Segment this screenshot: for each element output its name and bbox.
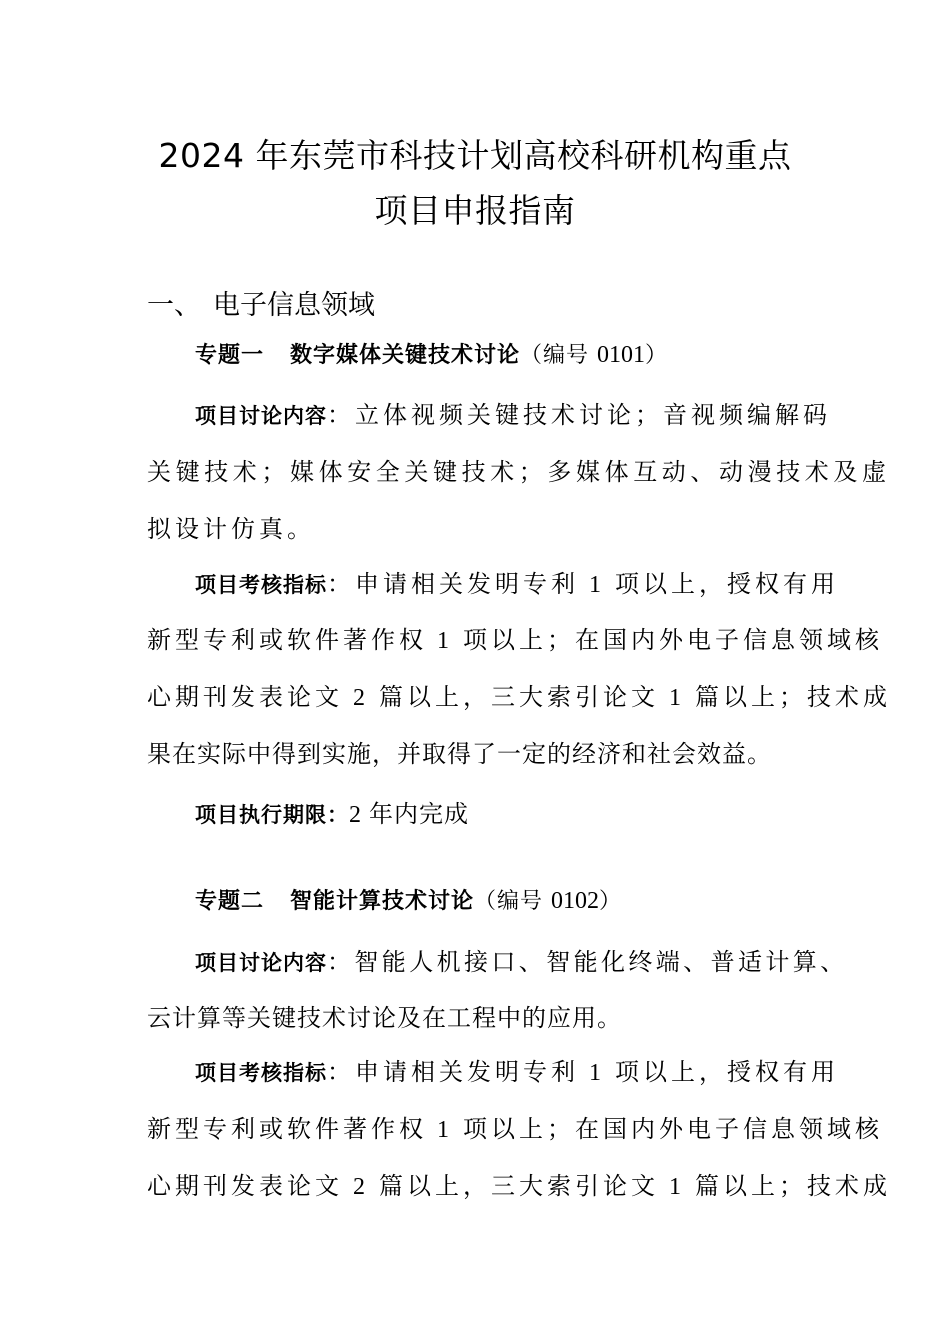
topic1-period-label: 项目执行期限： (195, 803, 349, 827)
topic1-code-suffix: ） (645, 343, 669, 368)
topic2-assess-text-1: ：申请相关发明专利 1 项以上，授权有用 (327, 1060, 839, 1086)
topic1-period-value: 2 年内完成 (349, 802, 469, 828)
topic1-assess-text-1: ：申请相关发明专利 1 项以上，授权有用 (327, 572, 839, 598)
topic2-content-line-2: 云计算等关键技术讨论及在工程中的应用。 (147, 1006, 622, 1032)
topic2-content-label: 项目讨论内容 (195, 951, 327, 975)
topic1-content-line-1 (195, 395, 831, 430)
topic2-code-suffix: ） (599, 889, 623, 914)
topic2-code-prefix: （编号 (474, 889, 552, 914)
topic1-name: 数字媒体关键技术讨论 (290, 343, 521, 368)
topic2-code: 0102 (551, 888, 600, 914)
topic2-assess-line-3: 心期刊发表论文 2 篇以上，三大索引论文 1 篇以上；技术成 (147, 1174, 891, 1200)
topic1-content-line-2: 关键技术；媒体安全关键技术；多媒体互动、动漫技术及虚 (147, 460, 891, 486)
topic2-content-text-1: ：智能人机接口、智能化终端、普适计算、 (327, 950, 848, 976)
topic2-heading (195, 884, 622, 915)
section-title: 电子信息领域 (213, 290, 375, 321)
topic1-code-prefix: （编号 (520, 343, 598, 368)
document-title-line-2: 项目申报指南 (374, 191, 576, 230)
topic2-assess-label: 项目考核指标 (195, 1061, 327, 1085)
topic1-assess-line-4: 果在实际中得到实施，并取得了一定的经济和社会效益。 (147, 742, 772, 768)
topic1-label: 专题一 (195, 343, 265, 368)
topic2-assess-line-1 (195, 1052, 839, 1087)
topic2-assess-line-2: 新型专利或软件著作权 1 项以上；在国内外电子信息领域核 (147, 1117, 883, 1143)
topic1-heading (195, 338, 668, 369)
document-title-line-1: 2024 年东莞市科技计划高校科研机构重点 (158, 136, 792, 175)
topic1-content-line-3: 拟设计仿真。 (147, 517, 315, 543)
topic1-content-label: 项目讨论内容 (195, 404, 327, 428)
topic1-assess-label: 项目考核指标 (195, 573, 327, 597)
topic2-label: 专题二 (195, 889, 265, 914)
topic2-content-line-1 (195, 942, 848, 977)
section-number: 一、 (147, 290, 201, 321)
topic1-content-text-1: ：立体视频关键技术讨论；音视频编解码 (327, 403, 831, 429)
topic1-code: 0101 (597, 342, 646, 368)
section-heading (147, 283, 375, 322)
topic2-name: 智能计算技术讨论 (290, 889, 475, 914)
topic1-assess-line-2: 新型专利或软件著作权 1 项以上；在国内外电子信息领域核 (147, 628, 883, 654)
topic1-period (195, 794, 469, 829)
topic1-assess-line-1 (195, 564, 839, 599)
topic1-assess-line-3: 心期刊发表论文 2 篇以上，三大索引论文 1 篇以上；技术成 (147, 685, 891, 711)
